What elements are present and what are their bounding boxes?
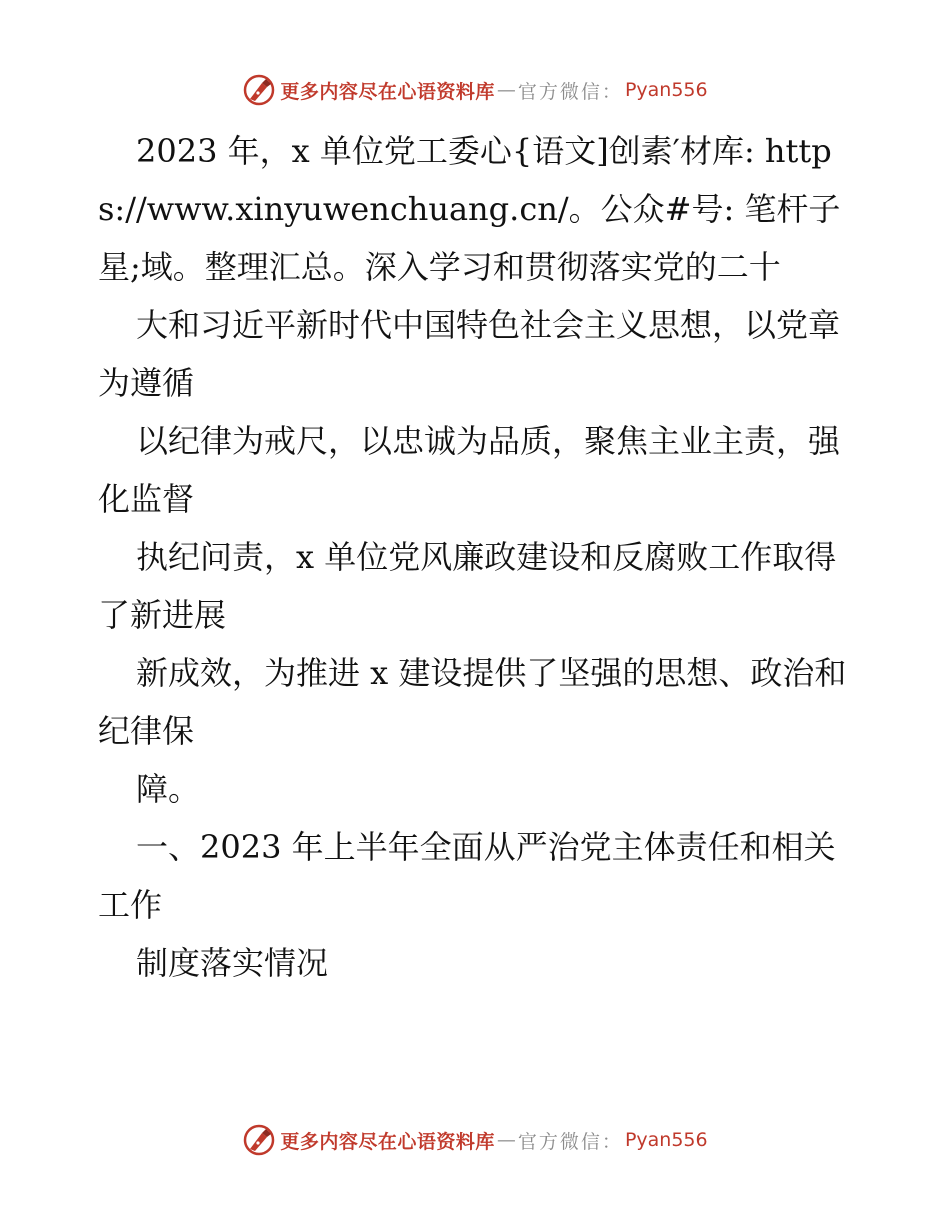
banner-wechat-id: Pyan556: [624, 79, 708, 101]
banner-dash: —: [496, 1129, 516, 1151]
banner-wechat-label: 官方微信: [517, 80, 602, 103]
paragraph-1: 2023 年，x 单位党工委心{语文]创素′材库: https://www.xinyuwenchuang.cn/。公众#号: 笔杆子星;域。整理汇总。深入学习和贯彻落实党的二十: [98, 132, 841, 286]
pen-nib-logo-icon: [242, 1123, 276, 1157]
paragraph-7: 制度落实情况: [136, 944, 329, 982]
pen-nib-logo-icon: [242, 73, 276, 107]
footer-banner: [0, 1120, 950, 1160]
banner-dash: —: [496, 79, 516, 101]
paragraph-4: 执纪问责，x 单位党风廉政建设和反腐败工作取得了新进展: [98, 538, 837, 634]
paragraph-6: 障。: [136, 770, 201, 808]
paragraph-3: 以纪律为戒尺，以忠诚为品质，聚焦主业主责，强化监督: [98, 422, 841, 518]
paragraph-5: 新成效，为推进 x 建设提供了坚强的思想、政治和纪律保: [98, 654, 847, 750]
banner-brand: 更多内容尽在心语资料库: [280, 80, 495, 103]
document-body: [98, 122, 858, 992]
banner-wechat-label: 官方微信: [517, 1130, 602, 1153]
paragraph-2: 大和习近平新时代中国特色社会主义思想，以党章为遵循: [98, 306, 841, 402]
banner-brand: 更多内容尽在心语资料库: [280, 1130, 495, 1153]
section-heading-1: 一、2023 年上半年全面从严治党主体责任和相关工作: [98, 828, 836, 924]
banner-colon: ：: [601, 1130, 621, 1153]
header-banner: [0, 70, 950, 110]
banner-colon: ：: [601, 80, 621, 103]
banner-wechat-id: Pyan556: [624, 1129, 708, 1151]
